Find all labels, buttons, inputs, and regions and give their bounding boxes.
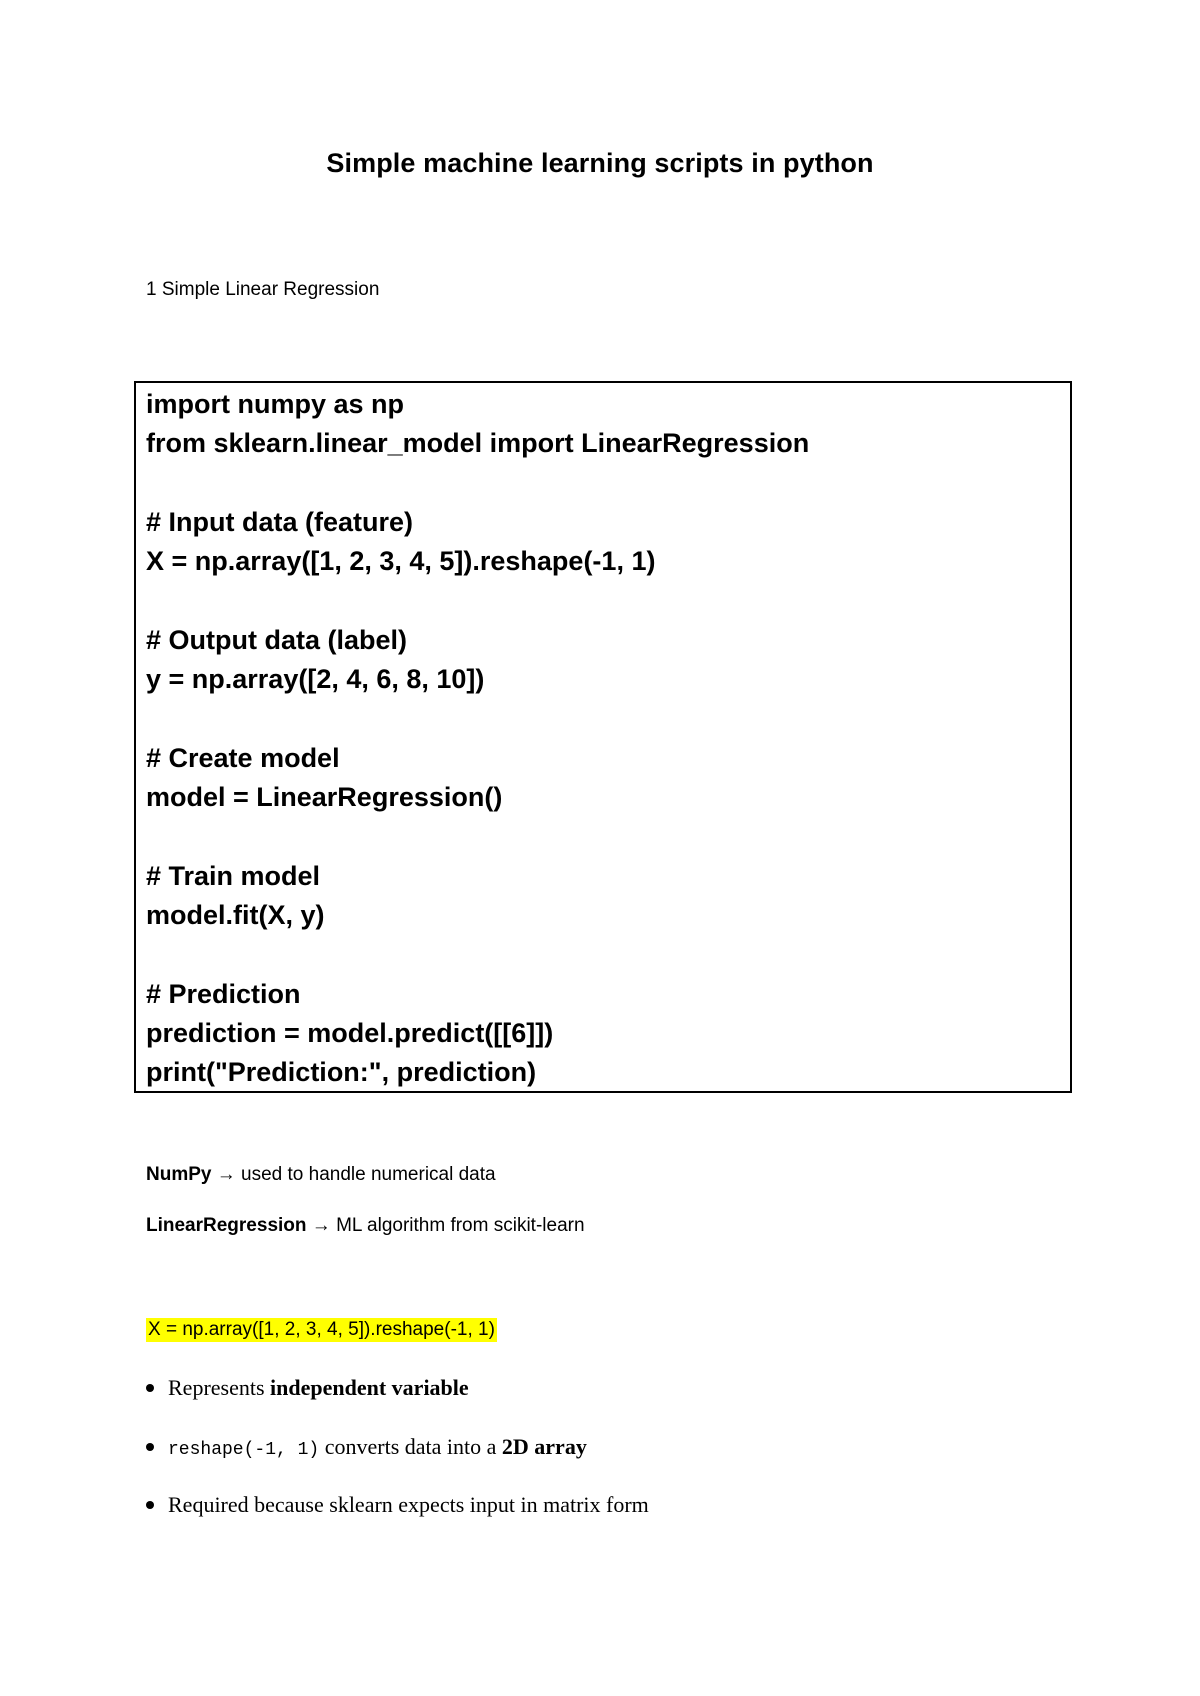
bullet-icon — [146, 1501, 154, 1509]
bullet-bold-text: 2D array — [501, 1434, 587, 1459]
highlighted-code-line: X = np.array([1, 2, 3, 4, 5]).reshape(-1, 1) — [148, 1319, 495, 1340]
code-block — [134, 381, 1072, 1093]
code-line: import numpy as np — [146, 389, 405, 419]
page-title: Simple machine learning scripts in python — [326, 148, 874, 178]
bullet-text: Represents — [168, 1375, 271, 1400]
note-term: NumPy — [146, 1164, 212, 1185]
note-linearregression — [146, 1215, 585, 1237]
code-line: # Create model — [146, 743, 340, 773]
code-line: model = LinearRegression() — [146, 782, 503, 812]
bullet-item — [146, 1492, 649, 1518]
code-line: print("Prediction:", prediction) — [146, 1057, 537, 1087]
code-line: from sklearn.linear_model import LinearRegression — [146, 428, 810, 458]
bullet-item — [146, 1434, 587, 1460]
note-text: used to handle numerical data — [241, 1164, 496, 1185]
bullet-text: Required because sklearn expects input in matrix form — [168, 1492, 649, 1517]
note-term: LinearRegression — [146, 1215, 307, 1236]
code-line: y = np.array([2, 4, 6, 8, 10]) — [146, 664, 485, 694]
bullet-text: converts data into a — [319, 1434, 502, 1459]
code-line: # Prediction — [146, 979, 301, 1009]
bullet-bold-text: independent variable — [270, 1375, 469, 1400]
bullet-code-text: reshape(-1, 1) — [168, 1440, 320, 1460]
code-line: model.fit(X, y) — [146, 900, 325, 930]
code-line: X = np.array([1, 2, 3, 4, 5]).reshape(-1, 1) — [146, 546, 656, 576]
section-heading: 1 Simple Linear Regression — [146, 279, 380, 300]
code-line: # Train model — [146, 861, 321, 891]
bullet-item — [146, 1375, 469, 1401]
bullet-icon — [146, 1443, 154, 1451]
code-line: # Output data (label) — [146, 625, 408, 655]
arrow-icon: → — [211, 1164, 242, 1185]
note-numpy — [146, 1164, 496, 1186]
code-line: # Input data (feature) — [146, 507, 414, 537]
code-line: prediction = model.predict([[6]]) — [146, 1018, 554, 1048]
bullet-icon — [146, 1384, 154, 1392]
arrow-icon: → — [306, 1215, 337, 1236]
note-text: ML algorithm from scikit-learn — [336, 1215, 585, 1236]
